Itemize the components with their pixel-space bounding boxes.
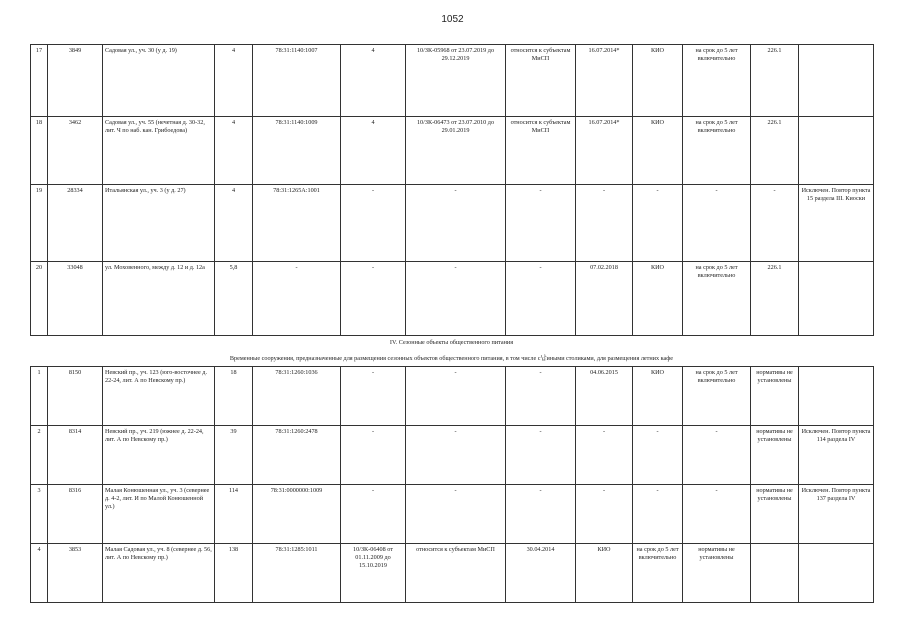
table-cell: КИО	[633, 262, 683, 336]
table-cell: на срок до 5 лет включительно	[683, 262, 751, 336]
table-cell: 39	[215, 426, 253, 485]
table-cell: 78:31:0000000:1009	[253, 485, 341, 544]
table-cell: 18	[31, 117, 48, 185]
table-cell: -	[406, 426, 506, 485]
table-cell: -	[341, 485, 406, 544]
table-cell: 78:31:1260:2478	[253, 426, 341, 485]
table-cell: -	[253, 262, 341, 336]
table-cell: -	[576, 426, 633, 485]
table-cell: 19	[31, 185, 48, 262]
table-cell: КИО	[633, 45, 683, 117]
table-cell: на срок до 5 лет включительно	[683, 117, 751, 185]
table-cell: 20	[31, 262, 48, 336]
table-cell: 16.07.2014*	[576, 117, 633, 185]
table-cell: 4	[215, 45, 253, 117]
table-cell: -	[683, 185, 751, 262]
table-row	[31, 45, 874, 117]
table-cell: -	[576, 185, 633, 262]
table-cell: 114	[215, 485, 253, 544]
table-cell: 226.1	[751, 45, 799, 117]
table-cell: 1	[31, 367, 48, 426]
table-cell: Итальянская ул., уч. 3 (у д. 27)	[103, 185, 215, 262]
table-cell: КИО	[633, 117, 683, 185]
table-cell	[751, 544, 799, 603]
table-cell: Исключен. Повтор пункта 15 раздела III. Киоски	[799, 185, 874, 262]
table-cell: 30.04.2014	[506, 544, 576, 603]
table-cell: 4	[215, 185, 253, 262]
table-cell: 17	[31, 45, 48, 117]
table-cell: нормативы не установлены	[751, 426, 799, 485]
table-cell: 226.1	[751, 117, 799, 185]
table-cell: 8314	[48, 426, 103, 485]
table-cell: Малая Садовая ул., уч. 8 (севернее д. 56, лит. А по Невскому пр.)	[103, 544, 215, 603]
table-cell: 138	[215, 544, 253, 603]
table-cell: -	[506, 262, 576, 336]
table-row	[31, 367, 874, 426]
table-cell: 10/ЗК-05968 от 23.07.2019 до 29.12.2019	[406, 45, 506, 117]
table-cell: на срок до 5 лет включительно	[683, 45, 751, 117]
table-cell: -	[341, 367, 406, 426]
table-cell: Садовая ул., уч. 30 (у д. 19)	[103, 45, 215, 117]
table-cell: 78:31:1140:1009	[253, 117, 341, 185]
table-cell	[799, 367, 874, 426]
table-cell: -	[506, 185, 576, 262]
table-cell: на срок до 5 лет включительно	[683, 367, 751, 426]
table-cell: Исключен. Повтор пункта 137 раздела IV	[799, 485, 874, 544]
table-cell: -	[406, 185, 506, 262]
seasonal-objects-table	[30, 366, 874, 603]
table-cell: 4	[31, 544, 48, 603]
table-cell: Садовая ул., уч. 55 (нечетная д. 30-32, лит. Ч по наб. кан. Грибоедова)	[103, 117, 215, 185]
table-cell: 78:31:1260:1036	[253, 367, 341, 426]
table-cell: 2	[31, 426, 48, 485]
table-cell: -	[406, 485, 506, 544]
table-row	[31, 262, 874, 336]
table-cell: 78:31:1140:1007	[253, 45, 341, 117]
table-cell	[799, 117, 874, 185]
table-cell: КИО	[576, 544, 633, 603]
table-row	[31, 485, 874, 544]
table-cell: 10/ЗК-06408 от 01.11.2009 до 15.10.2019	[341, 544, 406, 603]
table-cell: 3462	[48, 117, 103, 185]
table-cell: 4	[341, 45, 406, 117]
table-row	[31, 544, 874, 603]
table-cell: Невский пр., уч. 219 (южнее д. 22-24, лит. А по Невскому пр.)	[103, 426, 215, 485]
table-cell: -	[506, 367, 576, 426]
table-cell: 10/ЗК-06473 от 23.07.2010 до 29.01.2019	[406, 117, 506, 185]
table-cell: -	[341, 426, 406, 485]
table-cell: ул. Моховенного, между д. 12 и д. 12а	[103, 262, 215, 336]
table-cell: относится к субъектам МиСП	[406, 544, 506, 603]
table-cell: -	[633, 185, 683, 262]
objects-table-continued	[30, 44, 874, 336]
table-cell: -	[341, 185, 406, 262]
table-cell	[799, 544, 874, 603]
table-cell: -	[341, 262, 406, 336]
table-cell: -	[506, 485, 576, 544]
table-cell: 5,8	[215, 262, 253, 336]
table-cell: 4	[215, 117, 253, 185]
table-row	[31, 185, 874, 262]
table-cell	[799, 262, 874, 336]
table-cell: -	[506, 426, 576, 485]
table-cell: на срок до 5 лет включительно	[633, 544, 683, 603]
table-cell: 3853	[48, 544, 103, 603]
table-cell: 8150	[48, 367, 103, 426]
table-cell: Малая Конюшенная ул., уч. 3 (севернее д. 4-2, лит. И по Малой Конюшенной ул.)	[103, 485, 215, 544]
table-cell: Исключен. Повтор пункта 114 раздела IV	[799, 426, 874, 485]
page-number: 1052	[441, 14, 464, 25]
table-cell: 28334	[48, 185, 103, 262]
table-cell: -	[406, 367, 506, 426]
table-cell: -	[683, 426, 751, 485]
table-cell: КИО	[633, 367, 683, 426]
table-cell: -	[633, 485, 683, 544]
table-cell: 78:31:1285:1011	[253, 544, 341, 603]
table-cell: нормативы не установлены	[751, 485, 799, 544]
table-cell: 78:31:1265А:1001	[253, 185, 341, 262]
table-cell: 04.06.2015	[576, 367, 633, 426]
table-cell: -	[576, 485, 633, 544]
table-cell: -	[633, 426, 683, 485]
table-cell: -	[683, 485, 751, 544]
table-cell: -	[406, 262, 506, 336]
table-cell: нормативы не установлены	[751, 367, 799, 426]
table-cell: 07.02.2018	[576, 262, 633, 336]
section-title: IV. Сезонные объекты общественного питания	[389, 339, 514, 346]
table-cell: 226.1	[751, 262, 799, 336]
table-cell: 8316	[48, 485, 103, 544]
table-cell: 33048	[48, 262, 103, 336]
table-row	[31, 117, 874, 185]
section-subtitle: Временные сооружения, предназначенные для размещения сезонных объектов общественного питания, в том числе с납иными столиками, для размещения летних кафе	[229, 355, 674, 362]
table-cell: 3849	[48, 45, 103, 117]
table-cell: нормативы не установлены	[683, 544, 751, 603]
table-cell: относится к субъектам МиСП	[506, 117, 576, 185]
table-cell: 4	[341, 117, 406, 185]
table-cell: 18	[215, 367, 253, 426]
table-cell: относится к субъектам МиСП	[506, 45, 576, 117]
table-cell	[799, 45, 874, 117]
table-cell: 3	[31, 485, 48, 544]
table-cell: 16.07.2014*	[576, 45, 633, 117]
table-row	[31, 426, 874, 485]
table-cell: -	[751, 185, 799, 262]
table-cell: Невский пр., уч. 123 (юго-восточнее д. 22-24, лит. А по Невскому пр.)	[103, 367, 215, 426]
